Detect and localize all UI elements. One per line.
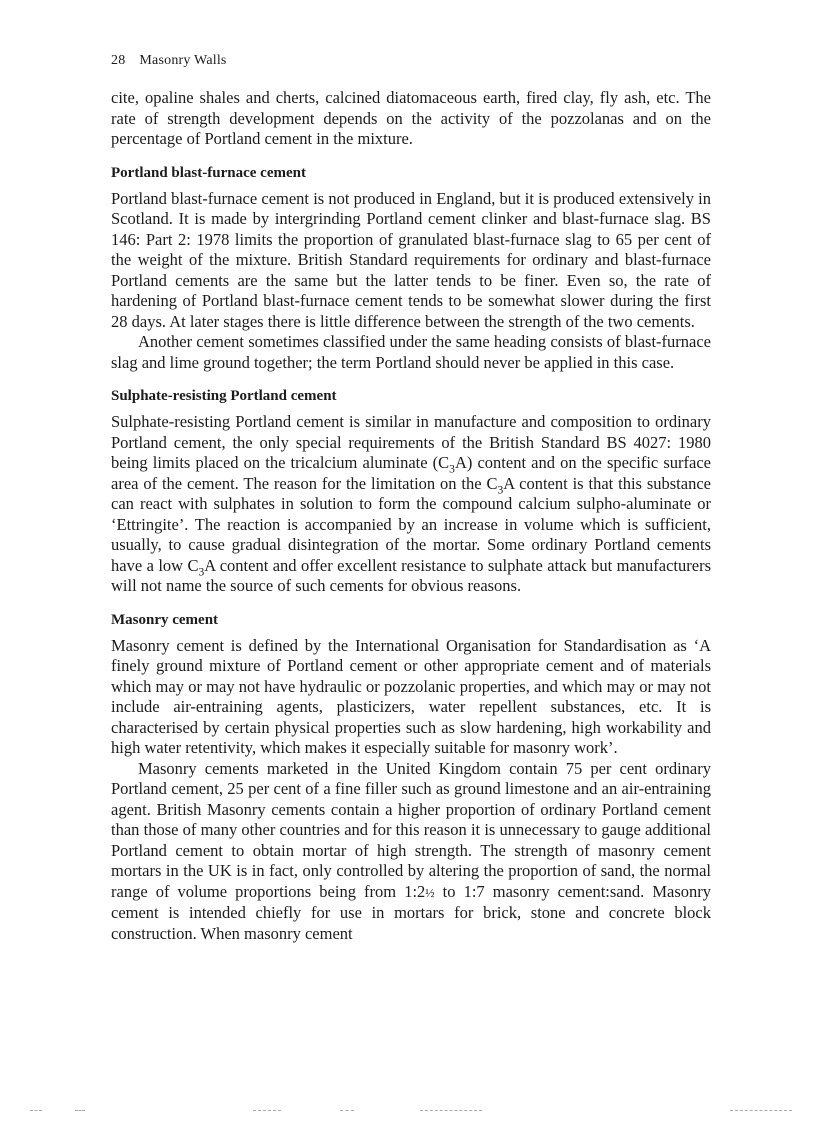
masonry-paragraph-1: Masonry cement is defined by the International Organisation for Standardisation as ‘A finely ground mixture of Portland cement or other appropriate cement and of materials which may or may not have hydraulic or pozzolanic properties, and which may or may not include air-entraining agents, plasticizers, water repellent substances, etc. It is characterised by certain physical properties such as slow hardening, high workability and high water retentivity, which makes it especially suitable for masonry work’. (111, 635, 711, 757)
page-number: 28 (111, 53, 126, 68)
body-text (111, 88, 711, 944)
masonry-text-a: Masonry cements marketed in the United Kingdom contain 75 per cent ordinary Portland cement, 25 per cent of a fine filler such as ground limestone and an air-entraining agent. British Masonry cements contain a higher proportion of ordinary Portland cement than those of many other countries and for this reason it is unnecessary to gauge additional Portland cement to obtain mortar of high strength. The strength of masonry cement mortars in the UK is in fact, only controlled by altering the proportion of sand, the normal range of volume proportions being from 1:2 (111, 758, 711, 901)
scan-artifact (253, 1110, 281, 1111)
masonry-paragraph-2 (111, 759, 711, 945)
scan-artifact (30, 1110, 42, 1111)
heading-masonry-cement: Masonry cement (111, 611, 219, 628)
scan-artifact (340, 1110, 354, 1111)
running-header (111, 53, 227, 69)
subscript-3: 3 (449, 463, 455, 476)
intro-paragraph: cite, opaline shales and cherts, calcined diatomaceous earth, fired clay, fly ash, etc. The rate of strength development depends on the activity of the pozzolanas and on the percentage of Portland cement in the mixture. (111, 88, 711, 148)
fraction-half: ½ (425, 885, 435, 900)
scan-artifact (75, 1110, 85, 1111)
sulphate-text-2: A) content and on the specific surface area of the cement. The reason for the limitation on the C (111, 453, 711, 493)
scan-artifact (420, 1110, 482, 1111)
masonry-text-b: to 1:7 masonry cement:sand. Masonry cement is intended chiefly for use in mortars for brick, stone and concrete block construction. When masonry cement (111, 881, 711, 943)
sulphate-text-1: Sulphate-resisting Portland cement is similar in manufacture and composition to ordinary Portland cement, the only special requirements of the British Standard BS 4027: 1980 being limits placed on the tricalcium aluminate (C (111, 412, 711, 472)
heading-blast-furnace-cement: Portland blast-furnace cement (111, 164, 306, 181)
blast-furnace-paragraph-2: Another cement sometimes classified under the same heading consists of blast-furnace slag and lime ground together; the term Portland should never be applied in this case. (111, 332, 711, 372)
subscript-3: 3 (198, 565, 205, 578)
scan-artifact (730, 1110, 792, 1111)
subscript-3: 3 (497, 483, 504, 496)
sulphate-text-3: A content is that this substance can react with sulphates in solution to form the compound calcium sulpho-aluminate or ‘Ettringite’. The reaction is accompanied by an increase in volume which is sufficient, usually, to cause gradual disintegration of the mortar. Some ordinary Portland cements have a low C (111, 473, 711, 575)
running-title: Masonry Walls (139, 53, 227, 68)
heading-sulphate-resisting-cement: Sulphate-resisting Portland cement (111, 388, 337, 404)
blast-furnace-paragraph-1: Portland blast-furnace cement is not produced in England, but it is produced extensively in Scotland. It is made by intergrinding Portland cement clinker and blast-furnace slag. BS 146: Part 2: 1978 limits the proportion of granulated blast-furnace slag to 65 per cent of the weight of the mixture. British Standard requirements for ordinary and blast-furnace Portland cements are the same but the latter tends to be finer. Even so, the rate of hardening of Portland blast-furnace cement tends to be somewhat slower during the first 28 days. At later stages there is little difference between the strength of the two cements. (111, 188, 711, 331)
sulphate-text-4: A content and offer excellent resistance to sulphate attack but manufacturers will not name the source of such cements for obvious reasons. (111, 555, 711, 595)
sulphate-paragraph (111, 412, 711, 597)
